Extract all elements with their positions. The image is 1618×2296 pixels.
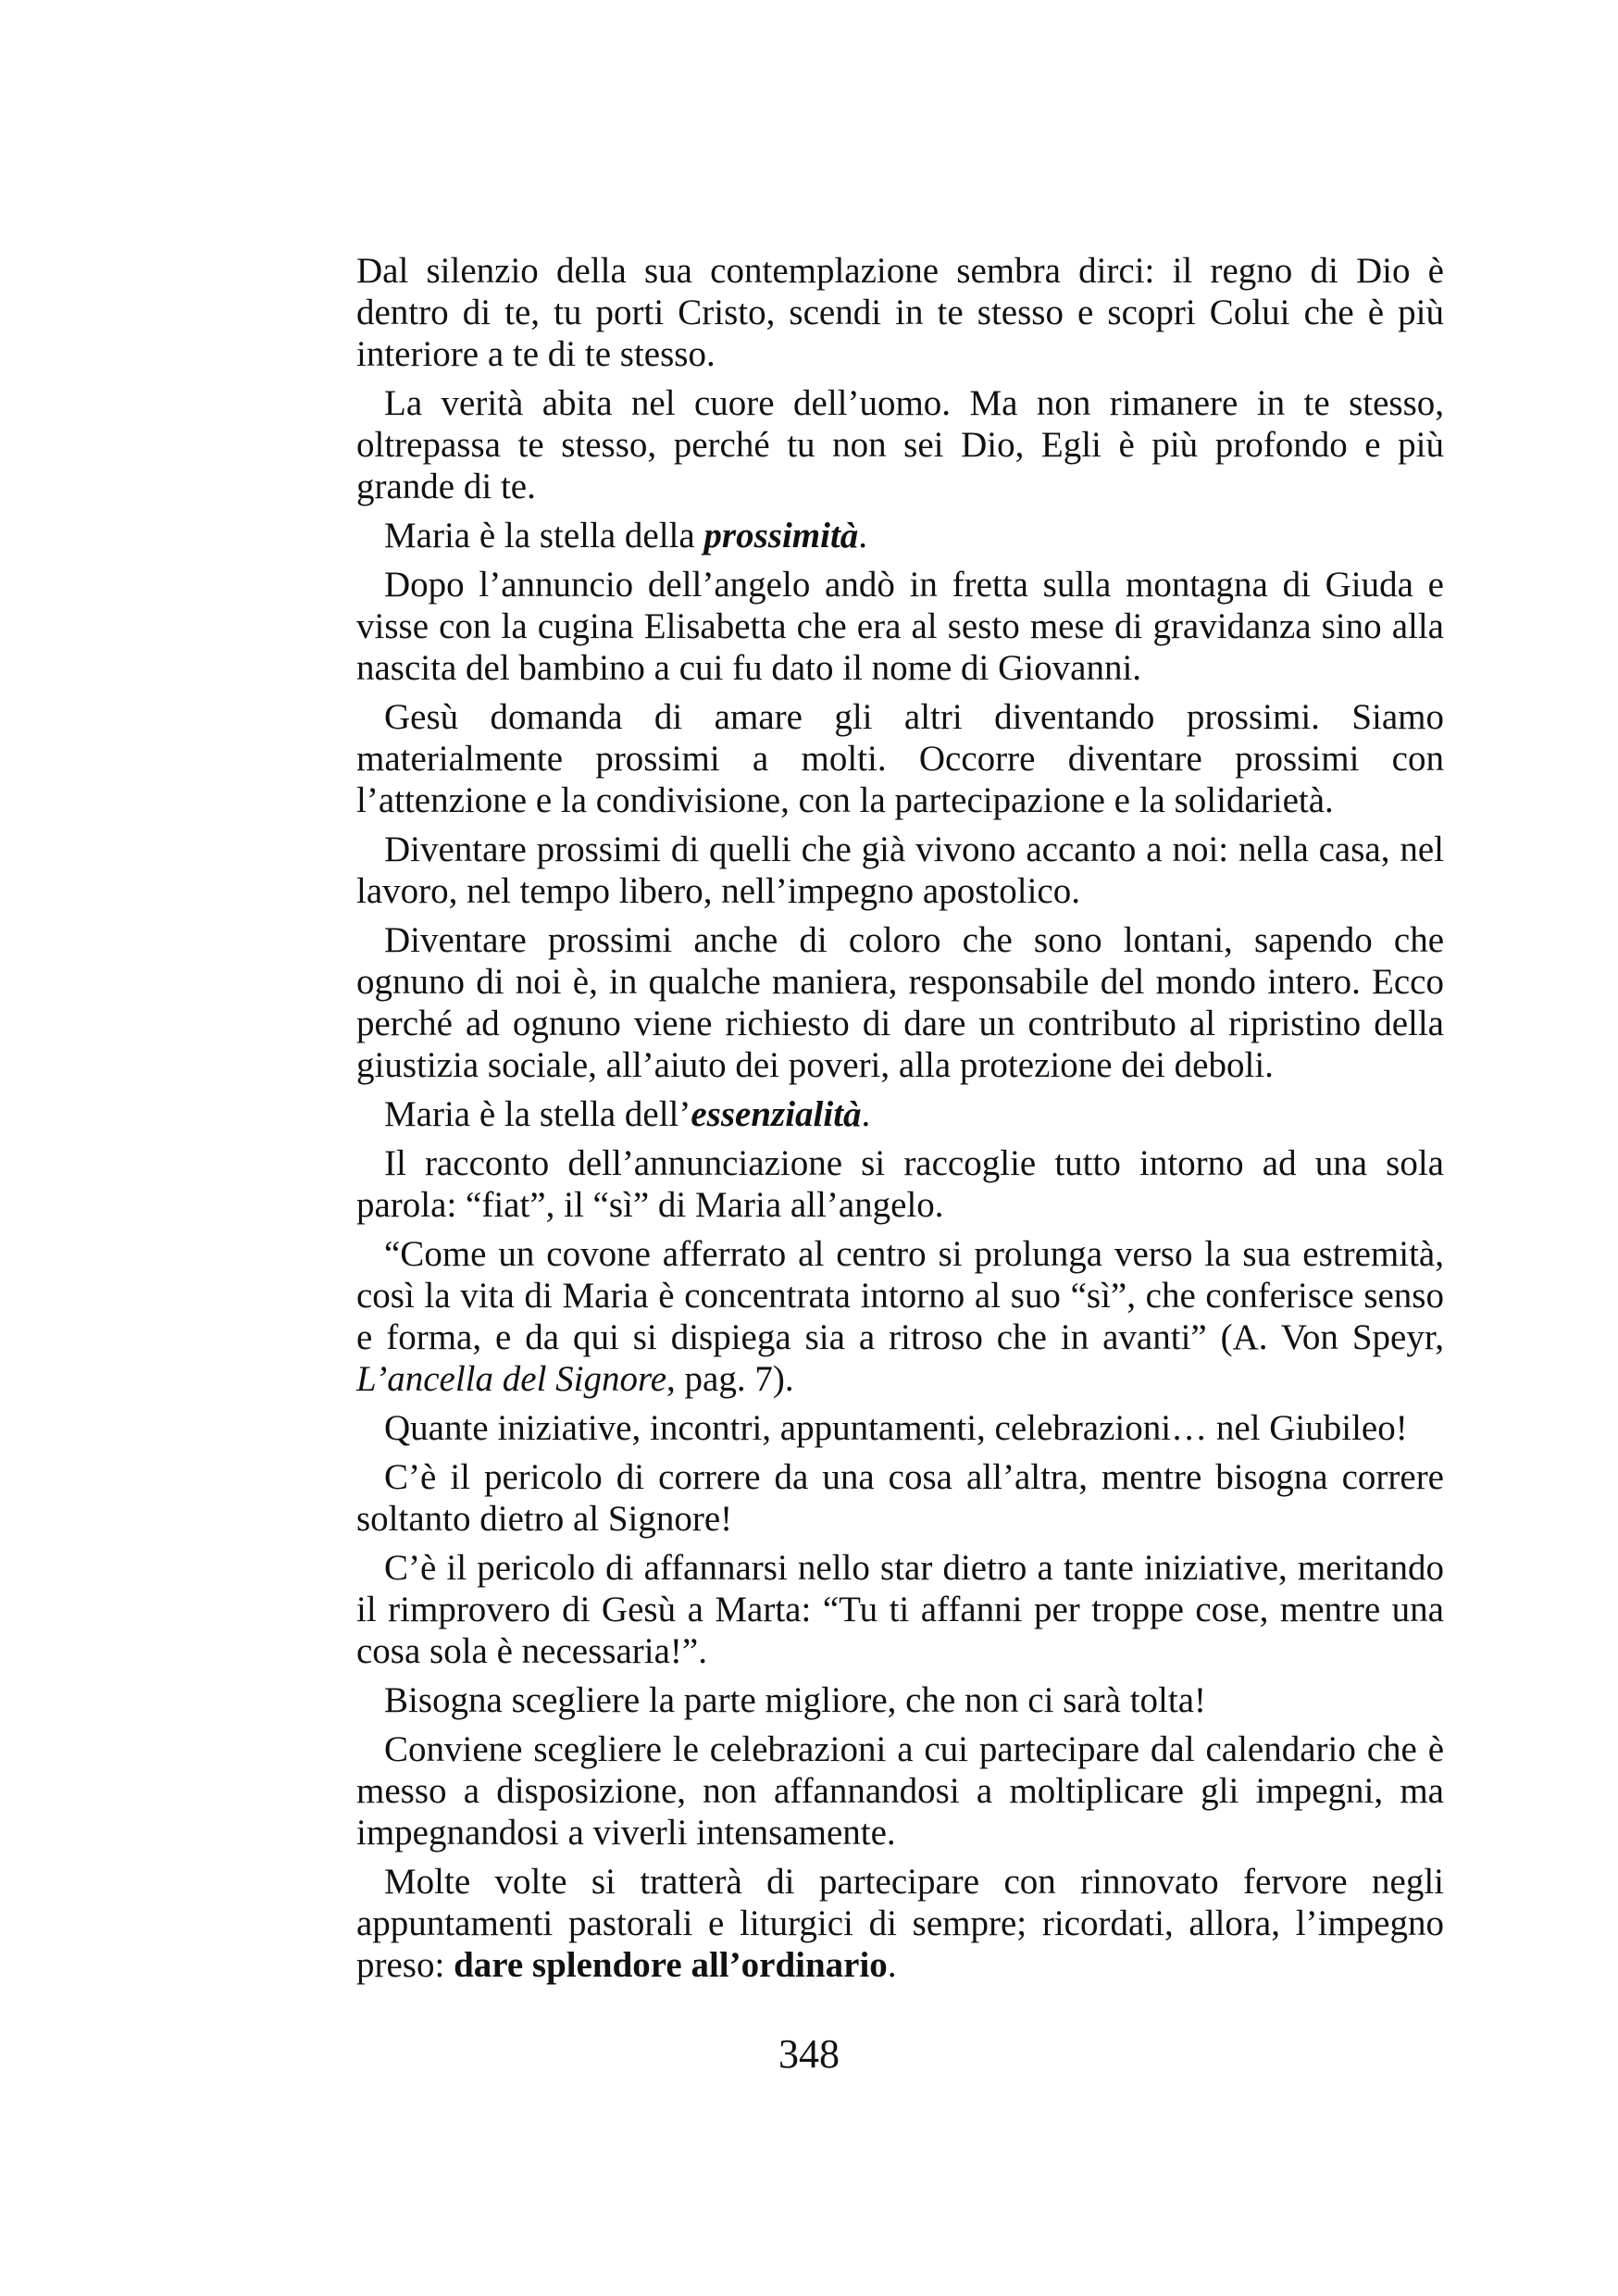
paragraph-text: C’è il pericolo di affannarsi nello star dietro a tante iniziative, meritando il rimprovero di Gesù a Marta: “Tu ti affanni per troppe cose, mentre una cosa sola è necessaria!”.	[356, 1548, 1444, 1671]
body-text	[356, 250, 1444, 1993]
paragraph-text: Conviene scegliere le celebrazioni a cui partecipare dal calendario che è messo a disposizione, non affannandosi a moltiplicare gli impegni, ma impegnandosi a viverli intensamente.	[356, 1729, 1444, 1853]
paragraph-text: Bisogna scegliere la parte migliore, che non ci sarà tolta!	[384, 1680, 1206, 1720]
paragraph-star-essentiality	[356, 1093, 1444, 1135]
paragraph-text: Il racconto dell’annunciazione si raccoglie tutto intorno ad una sola parola: “fiat”, il “sì” di Maria all’angelo.	[356, 1143, 1444, 1225]
paragraph	[356, 1547, 1444, 1672]
paragraph-text: .	[861, 1094, 871, 1134]
emphasis-closing: dare splendore all’ordinario	[454, 1945, 888, 1985]
paragraph-text: Diventare prossimi anche di coloro che sono lontani, sapendo che ognuno di noi è, in qualche maniera, responsabile del mondo intero. Ecco perché ad ognuno viene richiesto di dare un contributo al ripristino della giustizia sociale, all’aiuto dei poveri, alla protezione dei deboli.	[356, 920, 1444, 1085]
paragraph	[356, 1679, 1444, 1721]
emphasis-essenzialita: essenzialità	[691, 1094, 862, 1134]
paragraph-text: Gesù domanda di amare gli altri diventando prossimi. Siamo materialmente prossimi a molti. Occorre diventare prossimi con l’attenzione e la condivisione, con la partecipazione e la solidarietà.	[356, 697, 1444, 820]
paragraph-text: Maria è la stella della	[384, 516, 704, 555]
paragraph	[356, 1142, 1444, 1226]
paragraph-text: , pag. 7).	[666, 1359, 794, 1399]
paragraph	[356, 382, 1444, 507]
paragraph-closing	[356, 1861, 1444, 1986]
paragraph-text: Molte volte si tratterà di partecipare con rinnovato fervore negli appuntamenti pastorali e liturgici di sempre; ricordati, allora, l’impegno preso:	[356, 1862, 1444, 1985]
paragraph-text: Dal silenzio della sua contemplazione sembra dirci: il regno di Dio è dentro di te, tu porti Cristo, scendi in te stesso e scopri Colui che è più interiore a te di te stesso.	[356, 251, 1444, 374]
paragraph	[356, 1728, 1444, 1853]
paragraph-quote	[356, 1233, 1444, 1400]
paragraph	[356, 250, 1444, 375]
paragraph-text: Maria è la stella dell’	[384, 1094, 691, 1134]
page-number: 348	[778, 2031, 840, 2077]
paragraph	[356, 1407, 1444, 1449]
paragraph	[356, 696, 1444, 821]
book-title: L’ancella del Signore	[356, 1359, 667, 1399]
paragraph-text: .	[887, 1945, 897, 1985]
emphasis-prossimita: prossimità	[703, 516, 859, 555]
paragraph	[356, 1456, 1444, 1540]
paragraph-star-proximity	[356, 515, 1444, 556]
paragraph-text: C’è il pericolo di correre da una cosa all’altra, mentre bisogna correre soltanto dietro al Signore!	[356, 1457, 1444, 1539]
paragraph	[356, 919, 1444, 1086]
paragraph-text: “Come un covone afferrato al centro si prolunga verso la sua estremità, così la vita di Maria è concentrata intorno al suo “sì”, che conferisce senso e forma, e da qui si dispiega sia a ritroso che in avanti” (A. Von Speyr,	[356, 1234, 1444, 1357]
paragraph-text: Dopo l’annuncio dell’angelo andò in fretta sulla montagna di Giuda e visse con la cugina Elisabetta che era al sesto mese di gravidanza sino alla nascita del bambino a cui fu dato il nome di Giovanni.	[356, 565, 1444, 688]
paragraph-text: La verità abita nel cuore dell’uomo. Ma non rimanere in te stesso, oltrepassa te stesso, perché tu non sei Dio, Egli è più profondo e più grande di te.	[356, 383, 1444, 506]
paragraph-text: Quante iniziative, incontri, appuntamenti, celebrazioni… nel Giubileo!	[384, 1408, 1408, 1448]
paragraph-text: Diventare prossimi di quelli che già vivono accanto a noi: nella casa, nel lavoro, nel tempo libero, nell’impegno apostolico.	[356, 830, 1444, 911]
paragraph	[356, 564, 1444, 689]
paragraph	[356, 829, 1444, 912]
paragraph-text: .	[858, 516, 868, 555]
